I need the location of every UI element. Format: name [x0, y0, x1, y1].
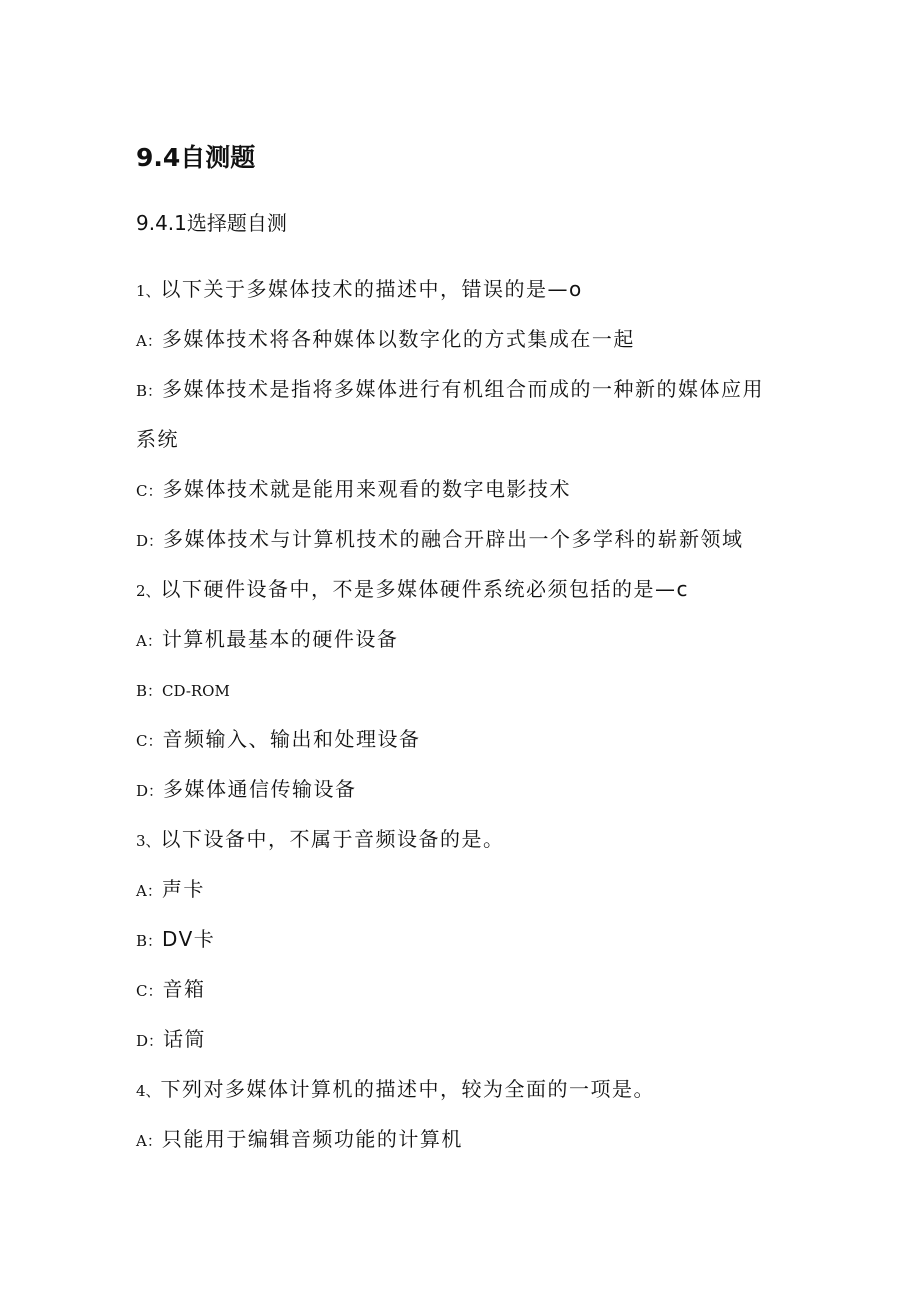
- option-text: 多媒体通信传输设备: [163, 777, 357, 801]
- question-4-option-a: [136, 1126, 463, 1154]
- option-letter: A：: [136, 1132, 162, 1150]
- question-number: 3、: [136, 832, 161, 850]
- question-text: 以下关于多媒体技术的描述中，错误的是—o: [160, 277, 583, 301]
- option-text: CD-ROM: [162, 682, 230, 700]
- option-letter: D：: [136, 532, 164, 550]
- question-1-option-b: [136, 376, 764, 404]
- question-text: 下列对多媒体计算机的描述中，较为全面的一项是。: [160, 1077, 656, 1101]
- question-2-option-c: [136, 726, 420, 754]
- option-text: 音箱: [162, 977, 206, 1001]
- option-letter: C：: [136, 732, 163, 750]
- section-title: 9.4自测题: [136, 143, 256, 172]
- option-letter: A：: [136, 882, 162, 900]
- question-text: 以下硬件设备中，不是多媒体硬件系统必须包括的是—c: [160, 577, 690, 601]
- question-2-stem: [136, 576, 689, 604]
- question-4-stem: [136, 1076, 655, 1104]
- question-3-option-b: [136, 926, 215, 954]
- question-number: 1、: [136, 282, 161, 300]
- option-text: 多媒体技术是指将多媒体进行有机组合而成的一种新的媒体应用: [162, 377, 765, 401]
- option-text: 只能用于编辑音频功能的计算机: [161, 1127, 463, 1151]
- option-letter: B：: [136, 682, 163, 700]
- question-2-option-a: [136, 626, 398, 654]
- option-text: 音频输入、输出和处理设备: [162, 727, 421, 751]
- option-letter: D：: [136, 1032, 164, 1050]
- question-3-option-c: [136, 976, 205, 1004]
- option-text: 声卡: [161, 877, 205, 901]
- option-letter: A：: [136, 332, 162, 350]
- option-letter: C：: [136, 982, 163, 1000]
- question-1-option-c: [136, 476, 571, 504]
- question-number: 2、: [136, 582, 161, 600]
- question-text: 以下设备中，不属于音频设备的是。: [160, 827, 505, 851]
- option-letter: B：: [136, 932, 163, 950]
- question-3-stem: [136, 826, 505, 854]
- question-3-option-d: [136, 1026, 206, 1054]
- option-text: 计算机最基本的硬件设备: [161, 627, 399, 651]
- option-letter: B：: [136, 382, 163, 400]
- option-text: 多媒体技术将各种媒体以数字化的方式集成在一起: [161, 327, 635, 351]
- option-letter: D：: [136, 782, 164, 800]
- question-number: 4、: [136, 1082, 161, 1100]
- option-text: 话筒: [163, 1027, 207, 1051]
- question-1-option-a: [136, 326, 635, 354]
- option-letter: C：: [136, 482, 163, 500]
- question-2-option-d: [136, 776, 357, 804]
- option-text: 多媒体技术与计算机技术的融合开辟出一个多学科的崭新领域: [163, 527, 744, 551]
- question-2-option-b: [136, 676, 230, 704]
- question-1-option-b-continuation: 系统: [136, 427, 179, 451]
- question-3-option-a: [136, 876, 205, 904]
- option-letter: A：: [136, 632, 162, 650]
- option-text: 多媒体技术就是能用来观看的数字电影技术: [162, 477, 571, 501]
- question-1-stem: [136, 276, 583, 304]
- question-1-option-d: [136, 526, 744, 554]
- subsection-title: 9.4.1选择题自测: [136, 211, 287, 235]
- option-text: DV卡: [162, 927, 216, 951]
